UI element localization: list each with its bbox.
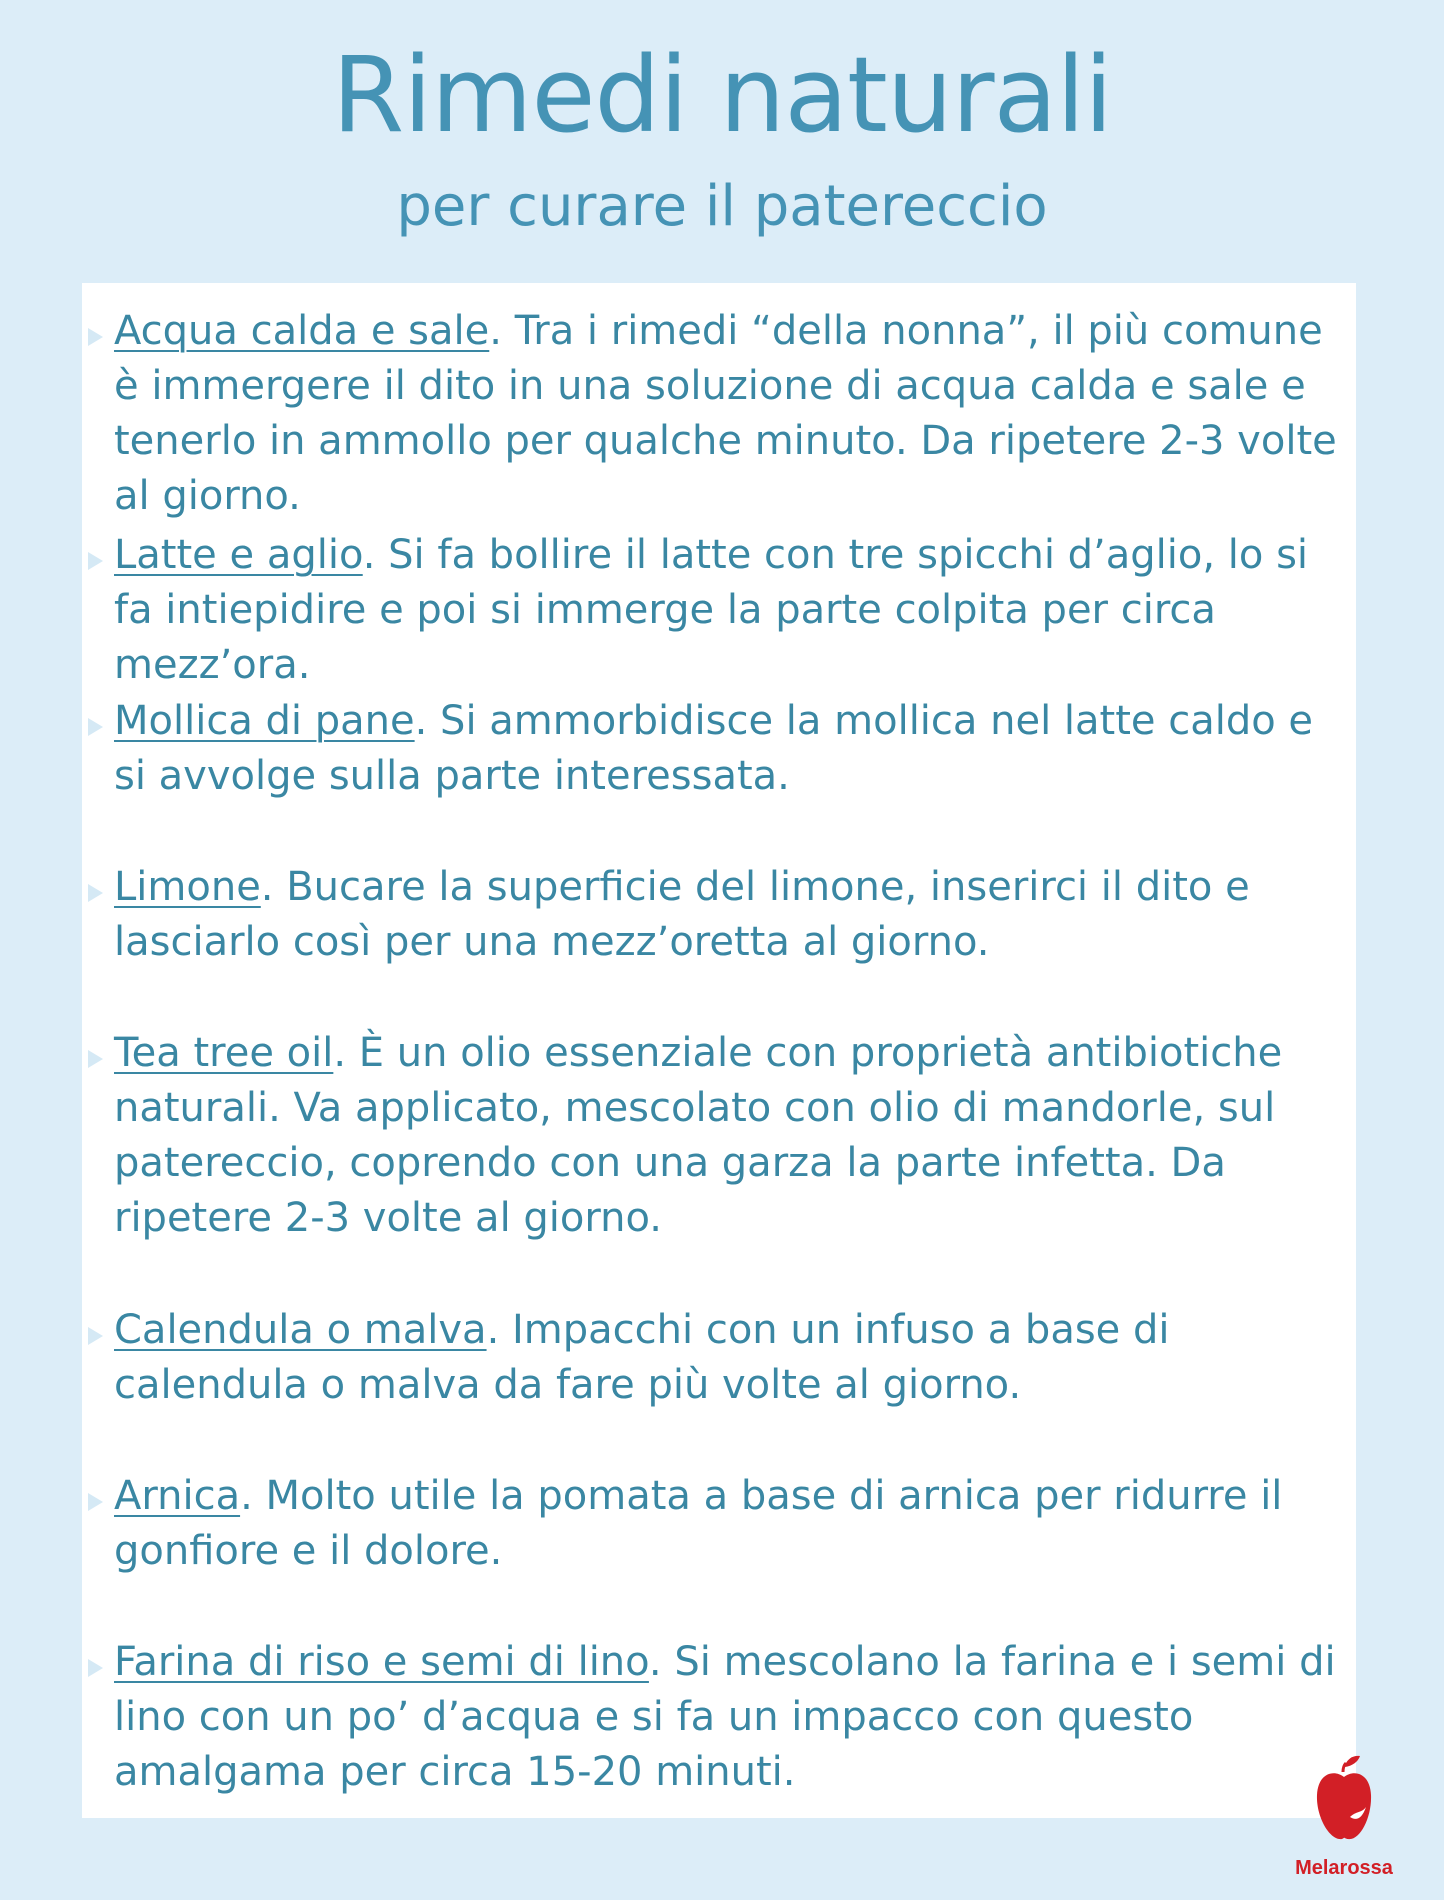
arrow-marker-icon — [88, 552, 103, 570]
remedy-name: Arnica — [114, 1473, 241, 1519]
remedy-text: . Bucare la superficie del limone, inserirci il dito e lasciarlo così per una mezz’oretta al giorno. — [114, 864, 1250, 965]
remedy-item — [114, 1469, 1344, 1579]
remedy-name: Latte e aglio — [114, 532, 363, 578]
remedy-text: . È un olio essenziale con proprietà antibiotiche naturali. Va applicato, mescolato con olio di mandorle, sul patereccio, coprendo con una garza la parte infetta. Da ripetere 2-3 volte al giorno. — [114, 1030, 1283, 1241]
remedy-text: . Tra i rimedi “della nonna”, il più comune è immergere il dito in una soluzione di acqua calda e sale e tenerlo in ammollo per qualche minuto. Da ripetere 2-3 volte al giorno. — [114, 308, 1337, 519]
remedy-text: . Impacchi con un infuso a base di calendula o malva da fare più volte al giorno. — [114, 1307, 1170, 1408]
page-subtitle: per curare il patereccio — [396, 174, 1048, 239]
remedy-item — [114, 1026, 1344, 1246]
arrow-marker-icon — [88, 328, 103, 346]
remedy-name: Mollica di pane — [114, 698, 415, 744]
remedy-item — [114, 304, 1344, 524]
remedy-text: . Molto utile la pomata a base di arnica per ridurre il gonfiore e il dolore. — [114, 1473, 1283, 1574]
remedy-name: Limone — [114, 864, 261, 910]
arrow-marker-icon — [88, 718, 103, 736]
apple-logo-icon — [1314, 1755, 1374, 1851]
remedy-name: Calendula o malva — [114, 1307, 487, 1353]
remedy-name: Acqua calda e sale — [114, 308, 490, 354]
remedy-text: . Si mescolano la farina e i semi di lino con un po’ d’acqua e si fa un impacco con questo amalgama per circa 15-20 minuti. — [114, 1639, 1336, 1795]
remedy-name: Tea tree oil — [114, 1030, 334, 1076]
remedy-item — [114, 528, 1344, 693]
remedy-text: . Si ammorbidisce la mollica nel latte caldo e si avvolge sulla parte interessata. — [114, 698, 1314, 799]
arrow-marker-icon — [88, 884, 103, 902]
brand-name: Melarossa — [1295, 1857, 1393, 1879]
arrow-marker-icon — [88, 1050, 103, 1068]
page-title: Rimedi naturali — [331, 34, 1113, 156]
brand-logo — [1294, 1755, 1394, 1885]
arrow-marker-icon — [88, 1327, 103, 1345]
remedy-name: Farina di riso e semi di lino — [114, 1639, 649, 1685]
remedy-item — [114, 694, 1344, 804]
remedy-item — [114, 860, 1344, 970]
remedy-item — [114, 1635, 1344, 1800]
arrow-marker-icon — [88, 1659, 103, 1677]
arrow-marker-icon — [88, 1493, 103, 1511]
remedy-text: . Si fa bollire il latte con tre spicchi d’aglio, lo si fa intiepidire e poi si immerge la parte colpita per circa mezz’ora. — [114, 532, 1309, 688]
remedy-item — [114, 1303, 1344, 1413]
